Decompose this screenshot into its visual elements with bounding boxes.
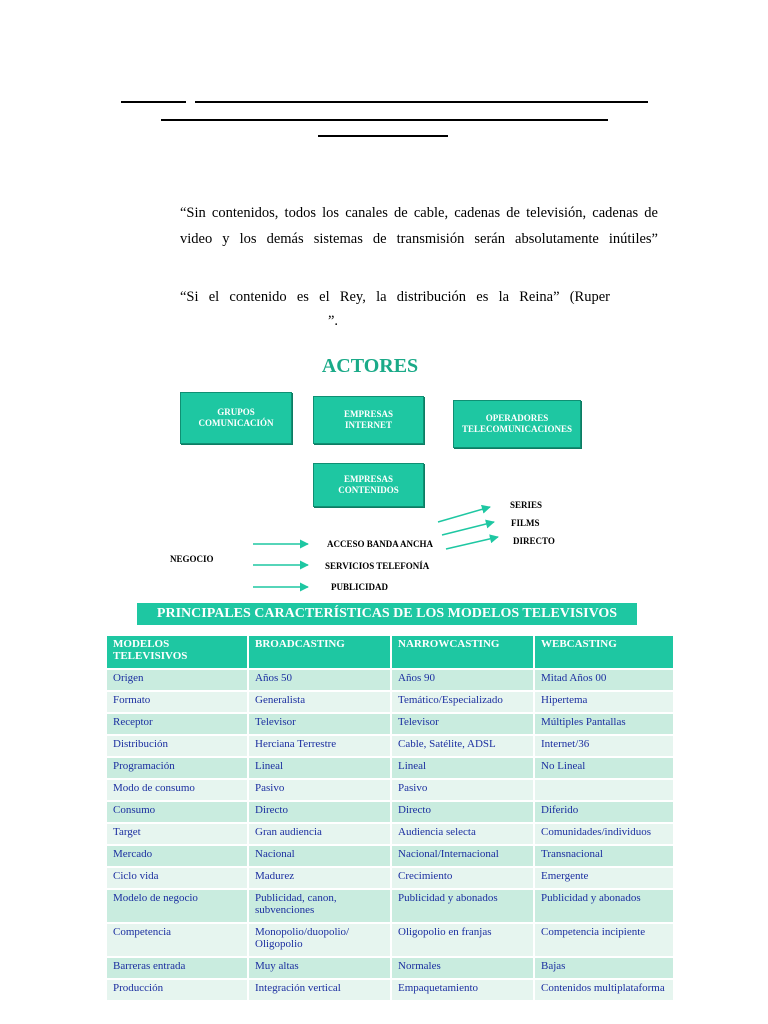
table-cell: Competencia — [106, 923, 248, 957]
table-cell: Bajas — [534, 957, 674, 979]
table-cell: Origen — [106, 669, 248, 691]
table-cell: Comunidades/individuos — [534, 823, 674, 845]
label-directo: DIRECTO — [513, 536, 555, 546]
table-cell: Target — [106, 823, 248, 845]
table-cell: Ciclo vida — [106, 867, 248, 889]
table-cell: Nacional/Internacional — [391, 845, 534, 867]
table-cell: Años 90 — [391, 669, 534, 691]
quote-2-line-2: ”. — [328, 313, 339, 329]
table-cell: Lineal — [248, 757, 391, 779]
table-cell: Consumo — [106, 801, 248, 823]
table-cell: Muy altas — [248, 957, 391, 979]
table-cell: Programación — [106, 757, 248, 779]
table-cell: Audiencia selecta — [391, 823, 534, 845]
label-films: FILMS — [511, 518, 540, 528]
table-cell: Televisor — [248, 713, 391, 735]
label-publicidad: PUBLICIDAD — [331, 582, 389, 592]
table-cell: Mercado — [106, 845, 248, 867]
table-cell: Modo de consumo — [106, 779, 248, 801]
table-row — [106, 669, 674, 691]
header-broadcasting: BROADCASTING — [248, 635, 391, 669]
table-cell: Hipertema — [534, 691, 674, 713]
box-operadores-label: OPERADORES TELECOMUNICACIONES — [461, 413, 573, 434]
table-cell: Normales — [391, 957, 534, 979]
table-cell: Integración vertical — [248, 979, 391, 1001]
table-banner: PRINCIPALES CARACTERÍSTICAS DE LOS MODELOS TELEVISIVOS — [137, 603, 637, 625]
table-cell: Televisor — [391, 713, 534, 735]
table-row — [106, 979, 674, 1001]
header-webcasting: WEBCASTING — [534, 635, 674, 669]
table-row — [106, 823, 674, 845]
table-cell: Herciana Terrestre — [248, 735, 391, 757]
table-row — [106, 713, 674, 735]
table-cell: Temático/Especializado — [391, 691, 534, 713]
quote-2-line-1: “Si el contenido es el Rey, la distribución es la Reina” (Ruper — [180, 289, 610, 305]
table-row — [106, 779, 674, 801]
table-cell: Empaquetamiento — [391, 979, 534, 1001]
table-cell: Oligopolio en franjas — [391, 923, 534, 957]
label-telefonia: SERVICIOS TELEFONÍA — [325, 561, 430, 571]
box-contenidos-label: EMPRESAS CONTENIDOS — [338, 474, 399, 495]
table-cell: Pasivo — [391, 779, 534, 801]
table-cell: Formato — [106, 691, 248, 713]
table-cell: Años 50 — [248, 669, 391, 691]
table-cell: Generalista — [248, 691, 391, 713]
table-cell: Contenidos multiplataforma — [534, 979, 674, 1001]
quote-1-line-1: “Sin contenidos, todos los canales de cable, cadenas de televisión, cadenas de — [180, 205, 658, 221]
table-cell: Modelo de negocio — [106, 889, 248, 923]
table-cell: Nacional — [248, 845, 391, 867]
arrow-films — [442, 522, 494, 535]
box-grupos-label: GRUPOS COMUNICACIÓN — [198, 407, 274, 428]
table-cell: Directo — [248, 801, 391, 823]
table-cell: Diferido — [534, 801, 674, 823]
table-cell: Transnacional — [534, 845, 674, 867]
table-row — [106, 735, 674, 757]
table-row — [106, 957, 674, 979]
table-cell — [534, 779, 674, 801]
table-cell: Lineal — [391, 757, 534, 779]
table-cell: Monopolio/duopolio/ Oligopolio — [248, 923, 391, 957]
quote-1-line-2: video y los demás sistemas de transmisión serán absolutamente inútiles” — [180, 231, 658, 247]
table-row — [106, 867, 674, 889]
table-cell: Directo — [391, 801, 534, 823]
table-row — [106, 923, 674, 957]
table-header-row — [106, 635, 674, 669]
table-cell: Competencia incipiente — [534, 923, 674, 957]
table-cell: Publicidad y abonados — [391, 889, 534, 923]
table-cell: Pasivo — [248, 779, 391, 801]
table-row — [106, 889, 674, 923]
table-cell: Publicidad y abonados — [534, 889, 674, 923]
table-cell: Publicidad, canon, subvenciones — [248, 889, 391, 923]
table-cell: Crecimiento — [391, 867, 534, 889]
table-cell: Distribución — [106, 735, 248, 757]
table-cell: Emergente — [534, 867, 674, 889]
header-narrowcasting: NARROWCASTING — [391, 635, 534, 669]
label-banda-ancha: ACCESO BANDA ANCHA — [327, 539, 434, 549]
header-modelos: MODELOS TELEVISIVOS — [106, 635, 248, 669]
diagram-title: ACTORES — [321, 355, 419, 377]
table-cell: Madurez — [248, 867, 391, 889]
table-row — [106, 801, 674, 823]
table-cell: Gran audiencia — [248, 823, 391, 845]
table-row — [106, 845, 674, 867]
box-internet-label: EMPRESAS INTERNET — [343, 409, 393, 430]
table-cell: Barreras entrada — [106, 957, 248, 979]
models-table — [105, 634, 675, 1002]
arrow-series — [438, 507, 490, 522]
table-cell: Cable, Satélite, ADSL — [391, 735, 534, 757]
table-cell: Producción — [106, 979, 248, 1001]
table-cell: Internet/36 — [534, 735, 674, 757]
label-negocio: NEGOCIO — [170, 554, 214, 564]
table-cell: Múltiples Pantallas — [534, 713, 674, 735]
table-row — [106, 691, 674, 713]
table-cell: Receptor — [106, 713, 248, 735]
arrow-directo — [446, 537, 498, 549]
table-cell: Mitad Años 00 — [534, 669, 674, 691]
table-cell: No Lineal — [534, 757, 674, 779]
label-series: SERIES — [510, 500, 543, 510]
table-row — [106, 757, 674, 779]
